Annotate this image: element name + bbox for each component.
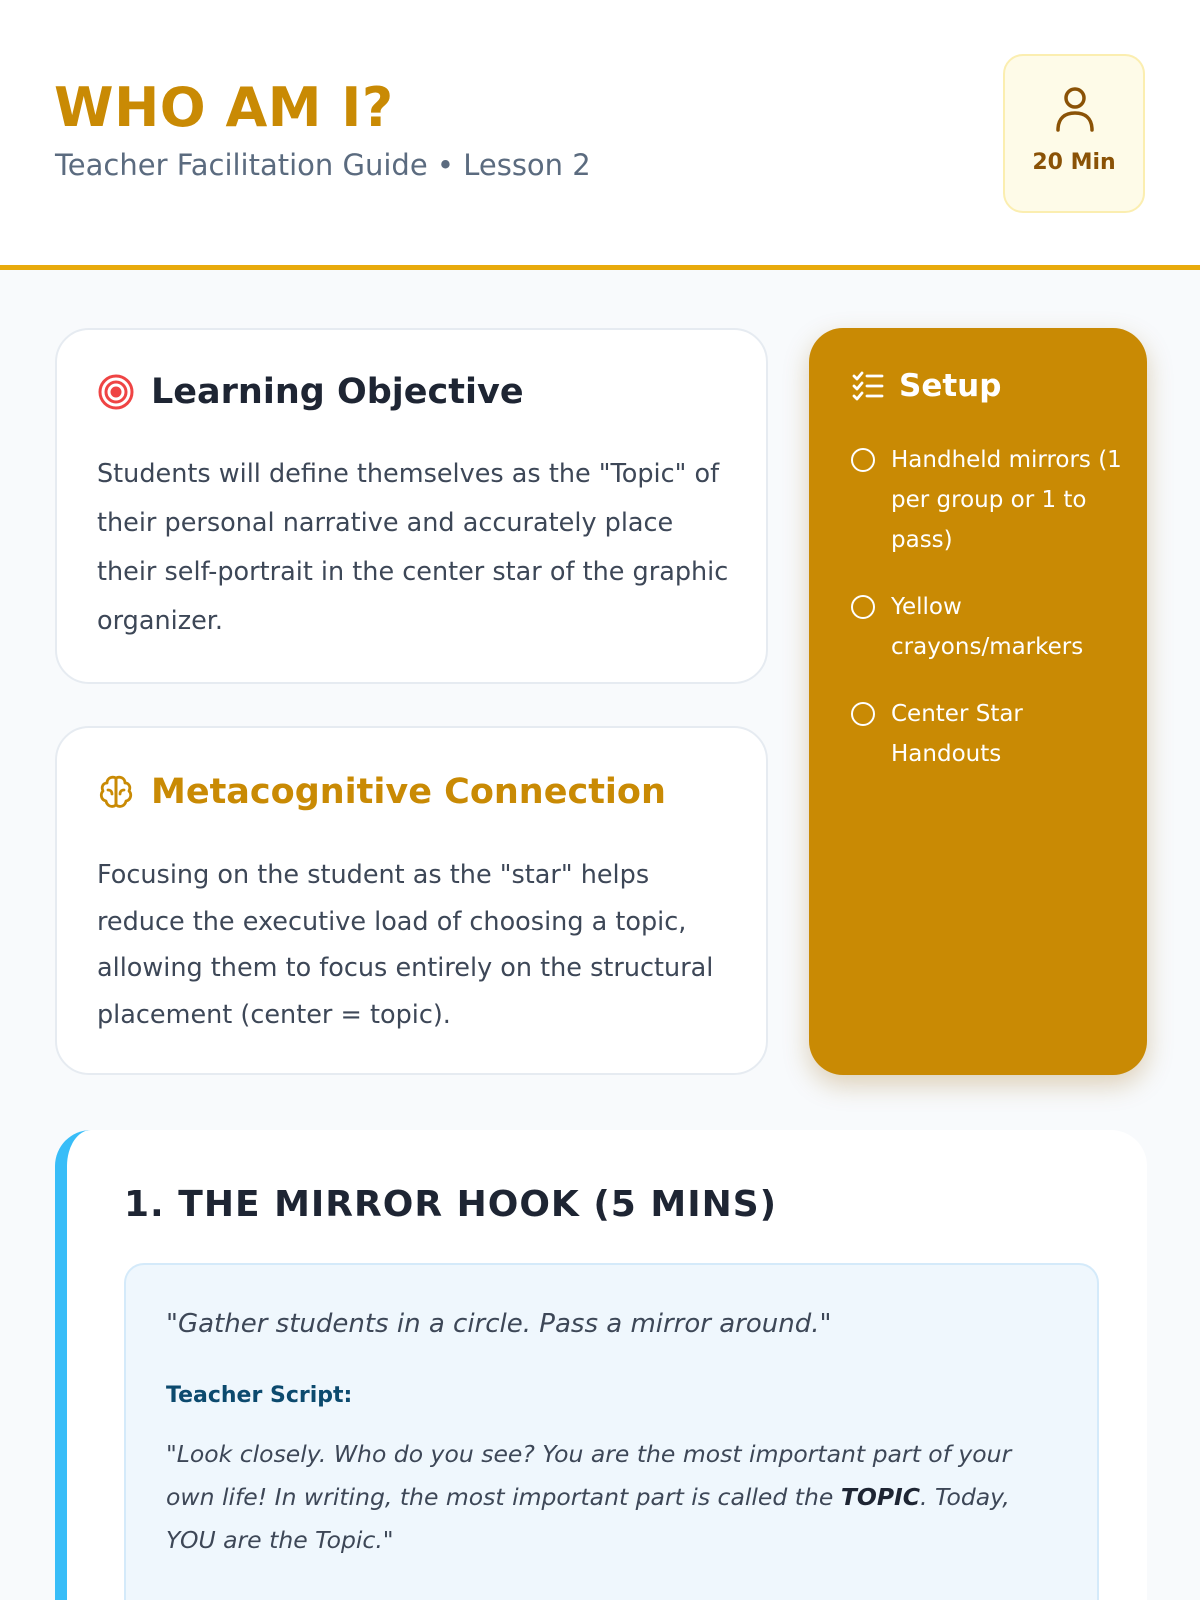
setup-item-label: Center Star Handouts xyxy=(891,701,1023,767)
setup-header xyxy=(851,368,1001,404)
metacognitive-card xyxy=(55,726,768,1075)
setup-panel xyxy=(809,328,1147,1075)
teacher-script-label: Teacher Script: xyxy=(166,1383,353,1408)
setup-title: Setup xyxy=(899,368,1002,404)
checkbox-circle-icon[interactable] xyxy=(851,702,875,726)
metacognitive-text: Focusing on the student as the "star" helps reduce the executive load of choosing a topic, allowing them to focus entirely on the structural placement (center = topic). xyxy=(97,860,714,1030)
checkbox-circle-icon[interactable] xyxy=(851,448,875,472)
person-icon xyxy=(1055,86,1095,134)
learning-objective-text: Students will define themselves as the "Topic" of their personal narrative and accurately place their self-portrait in the center star of the graphic organizer. xyxy=(97,459,729,636)
learning-objective-header xyxy=(97,372,524,412)
setup-item-label: Yellow crayons/markers xyxy=(891,594,1084,660)
learning-objective-card xyxy=(55,328,768,684)
target-icon xyxy=(97,373,135,411)
setup-item[interactable] xyxy=(851,696,1127,774)
page-title: WHO AM I? xyxy=(54,76,394,139)
checkbox-circle-icon[interactable] xyxy=(851,595,875,619)
duration-badge xyxy=(1003,54,1145,213)
brain-icon xyxy=(97,773,135,811)
script-text-end: . Today, YOU are the Topic." xyxy=(166,1483,1010,1554)
teacher-script-text xyxy=(166,1433,1059,1562)
mirror-hook-section xyxy=(55,1130,1147,1600)
checklist-icon xyxy=(851,369,885,403)
learning-objective-title: Learning Objective xyxy=(151,372,524,412)
teacher-script-box xyxy=(124,1263,1099,1600)
setup-item[interactable] xyxy=(851,589,1127,667)
section-title: 1. THE MIRROR HOOK (5 MINS) xyxy=(124,1184,778,1225)
instruction-quote: "Gather students in a circle. Pass a mirror around." xyxy=(166,1309,832,1339)
setup-item-label: Handheld mirrors (1 per group or 1 to pass) xyxy=(891,447,1122,553)
script-topic-emphasis: TOPIC xyxy=(840,1483,921,1511)
metacognitive-header xyxy=(97,772,666,812)
script-text-start: "Look closely. Who do you see? You are the most important part of your own life! In writing, the most important part is called the xyxy=(166,1440,1012,1511)
setup-item[interactable] xyxy=(851,442,1127,560)
metacognitive-title: Metacognitive Connection xyxy=(151,772,666,812)
page-subtitle: Teacher Facilitation Guide • Lesson 2 xyxy=(55,148,591,182)
page-header xyxy=(0,0,1200,270)
duration-label: 20 Min xyxy=(1032,150,1116,175)
